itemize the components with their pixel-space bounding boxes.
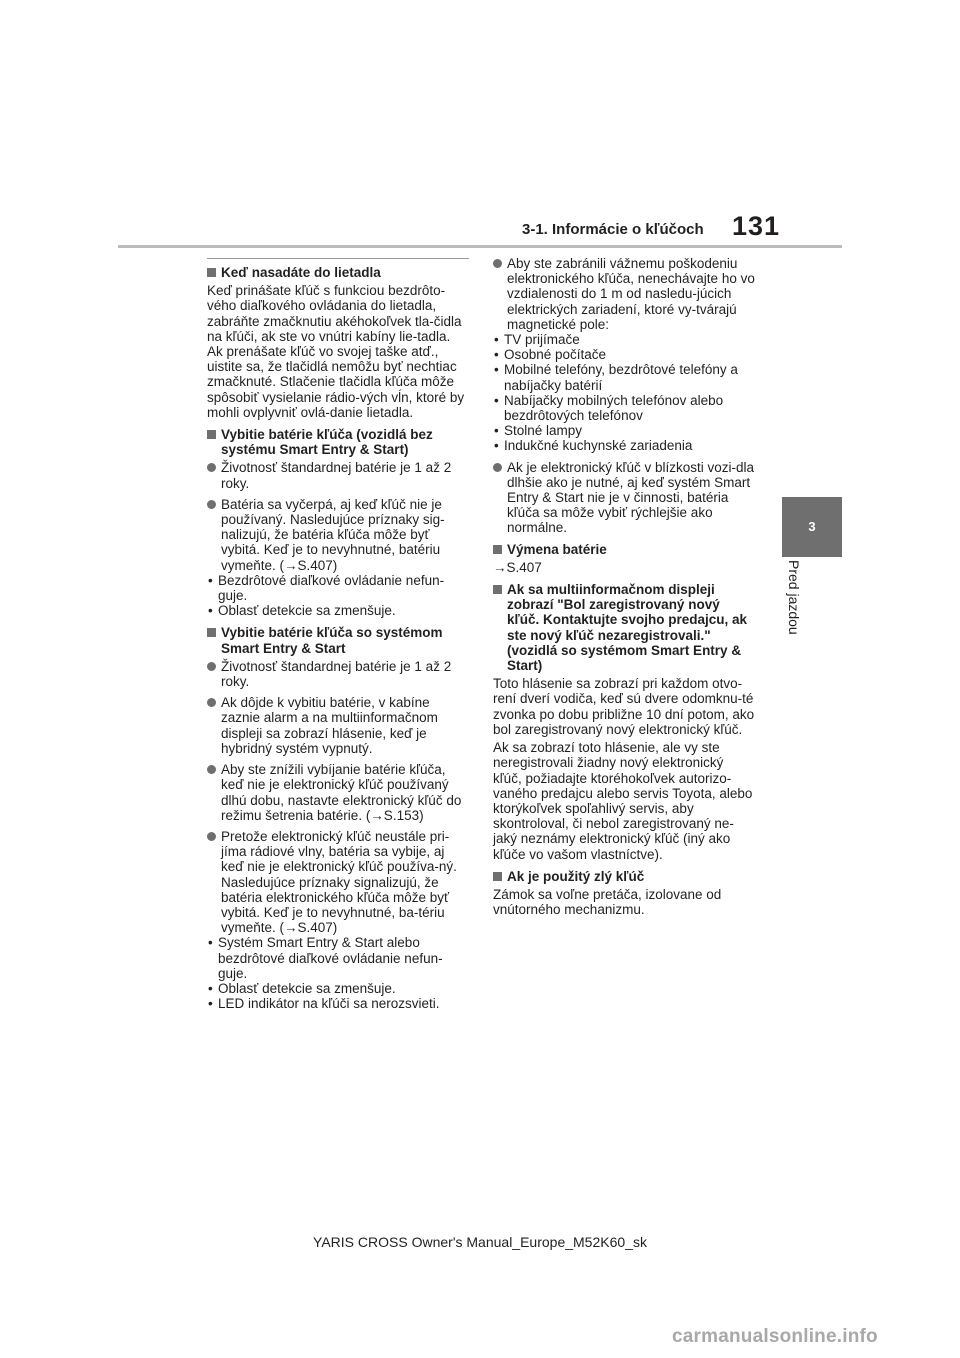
sub-item: • Oblasť detekcie sa zmenšuje. (207, 603, 469, 618)
bullet-text: Životnosť štandardnej batérie je 1 až 2 roky. (221, 460, 452, 491)
chapter-tab[interactable] (782, 497, 842, 557)
bullet-dot-icon (493, 259, 502, 268)
bullet-item (207, 829, 469, 1011)
chapter-number: 3 (808, 519, 816, 534)
left-column (207, 258, 469, 1018)
section-battery-replacement (493, 542, 755, 575)
section-heading: Výmena batérie (493, 542, 755, 557)
paragraph: Keď prinášate kľúč s funkciou bezdrôto-vého diaľkového ovládania do lietadla, zabráňte zmačknutiu akéhokoľvek tla-čidla na kľúči, ak ste vo vnútri kabíny lie-tadla. Ak prenášate kľúč vo svojej taške atď., uistite sa, že tlačidlá nemôžu byť nechtiac zmačknuté. Stlačenie tlačidla kľúča môže spôsobiť vysielanie rádio-vých vĺn, ktoré by mohli ovplyvniť ovlá-danie lietadla. (207, 283, 465, 420)
paragraph: Zámok sa voľne pretáča, izolovane od vnútorného mechanizmu. (493, 886, 722, 918)
footer-manual-id: YARIS CROSS Owner's Manual_Europe_M52K60_sk (313, 1234, 647, 1250)
section-title: 3-1. Informácie o kľúčoch (522, 221, 704, 238)
sub-item: • Oblasť detekcie sa zmenšuje. (207, 981, 469, 996)
bullet-dot-icon (207, 765, 216, 774)
section-heading: Keď nasadáte do lietadla (207, 265, 469, 280)
paragraph: Ak sa zobrazí toto hlásenie, ale vy ste neregistrovali žiadny nový elektronický kľúč, požiadajte ktoréhokoľvek autorizo-vaného predajcu alebo servis Toyota, alebo ktorýkoľvek spoľahlivý servis, aby skontroloval, či nebol zaregistrovaný ne-jaký neznámy elektronický kľúč (iný ako kľúče vo vašom vlastníctve). (493, 740, 753, 862)
bullet-dot-icon (207, 698, 216, 707)
sub-item: • Nabíjačky mobilných telefónov alebo bezdrôtových telefónov (493, 393, 755, 423)
bullet-dot-icon (207, 662, 216, 671)
section-airplane (207, 265, 469, 420)
bullet-text: Pretože elektronický kľúč neustále pri-jíma rádiové vlny, batéria sa vybije, aj keď nie je elektronický kľúč používa-ný. Nasledujúce príznaky signalizujú, že batéria elektronického kľúča môže byť vybitá. Keď je to nevyhnutné, ba-tériu vymeňte. (→S.407) (221, 828, 457, 936)
bullet-text: Aby ste znížili vybíjanie batérie kľúča, keď nie je elektronický kľúč používaný dlhú dobu, nastavte elektronický kľúč do režimu šetrenia batérie. (→S.153) (221, 762, 462, 823)
chapter-label-container (786, 560, 820, 680)
bullet-item (207, 497, 469, 619)
sub-item: • TV prijímače (493, 332, 755, 347)
sub-item: • Stolné lampy (493, 423, 755, 438)
sub-item: • Indukčné kuchynské zariadenia (493, 438, 755, 453)
page-reference-link[interactable]: →S.407 (493, 559, 542, 575)
bullet-text: Životnosť štandardnej batérie je 1 až 2 roky. (221, 658, 452, 690)
section-new-key-message (493, 582, 755, 862)
sub-item: • Osobné počítače (493, 347, 755, 362)
section-battery-no-smart (207, 427, 469, 618)
sub-item: • Mobilné telefóny, bezdrôtové telefóny a nabíjačky batérií (493, 362, 755, 392)
sub-item: • Systém Smart Entry & Start alebo bezdrôtové diaľkové ovládanie nefun-guje. (207, 935, 469, 981)
section-wrong-key (493, 869, 755, 918)
column-top-rule (207, 258, 469, 259)
bullet-text: Ak je elektronický kľúč v blízkosti vozi-dla dlhšie ako je nutné, aj keď systém Smart Entry & Start nie je v činnosti, batéria kľúča sa môže vybiť rýchlejšie ako normálne. (507, 459, 755, 536)
sub-item: • Bezdrôtové diaľkové ovládanie nefun-guje. (207, 573, 469, 603)
sub-item: • LED indikátor na kľúči sa nerozsvieti. (207, 996, 469, 1011)
bullet-item (207, 695, 469, 756)
watermark: carmanualsonline.info (672, 1326, 878, 1347)
bullet-text: Ak dôjde k vybitiu batérie, v kabíne zaznie alarm a na multiinformačnom displeji sa zobrazí hlásenie, keď je hybridný systém vypnutý. (221, 695, 438, 756)
bullet-dot-icon (207, 500, 216, 509)
bullet-dot-icon (207, 463, 216, 472)
right-column (493, 256, 755, 924)
bullet-text: Aby ste zabránili vážnemu poškodeniu elektronického kľúča, nenechávajte ho vo vzdialenosti do 1 m od nasledu-júcich elektrických zariadení, ktoré vy-tvárajú magnetické pole: (507, 256, 755, 332)
bullet-dot-icon (493, 463, 502, 472)
bullet-item (207, 659, 469, 689)
bullet-text: Batéria sa vyčerpá, aj keď kľúč nie je používaný. Nasledujúce príznaky sig-nalizujú, že batéria kľúča môže byť vybitá. Keď je to nevyhnutné, batériu vymeňte. (→S.407) (221, 496, 445, 573)
section-heading: Ak je použitý zlý kľúč (493, 869, 755, 884)
section-heading: Ak sa multiinformačnom displeji zobrazí "Bol zaregistrovaný nový kľúč. Kontaktujte svojho predajcu, ak ste nový kľúč nezaregistrovali." (vozidlá so systémom Smart Entry & Start) (493, 582, 755, 673)
header-rule (118, 245, 842, 248)
chapter-label: Pred jazdou (786, 560, 802, 635)
section-battery-smart (207, 625, 469, 1011)
bullet-item (207, 762, 469, 823)
page-number: 131 (732, 211, 781, 241)
bullet-item (493, 460, 755, 536)
bullet-dot-icon (207, 832, 216, 841)
section-heading: Vybitie batérie kľúča so systémom Smart Entry & Start (207, 625, 469, 655)
paragraph: Toto hlásenie sa zobrazí pri každom otvo-rení dverí vodiča, keď sú dvere odomknu-té zvonka po dobu približne 10 dní potom, ako bol zaregistrovaný nový elektronický kľúč. (493, 676, 755, 737)
bullet-item (493, 256, 755, 454)
bullet-item (207, 460, 469, 490)
section-heading: Vybitie batérie kľúča (vozidlá bez systému Smart Entry & Start) (207, 427, 469, 457)
